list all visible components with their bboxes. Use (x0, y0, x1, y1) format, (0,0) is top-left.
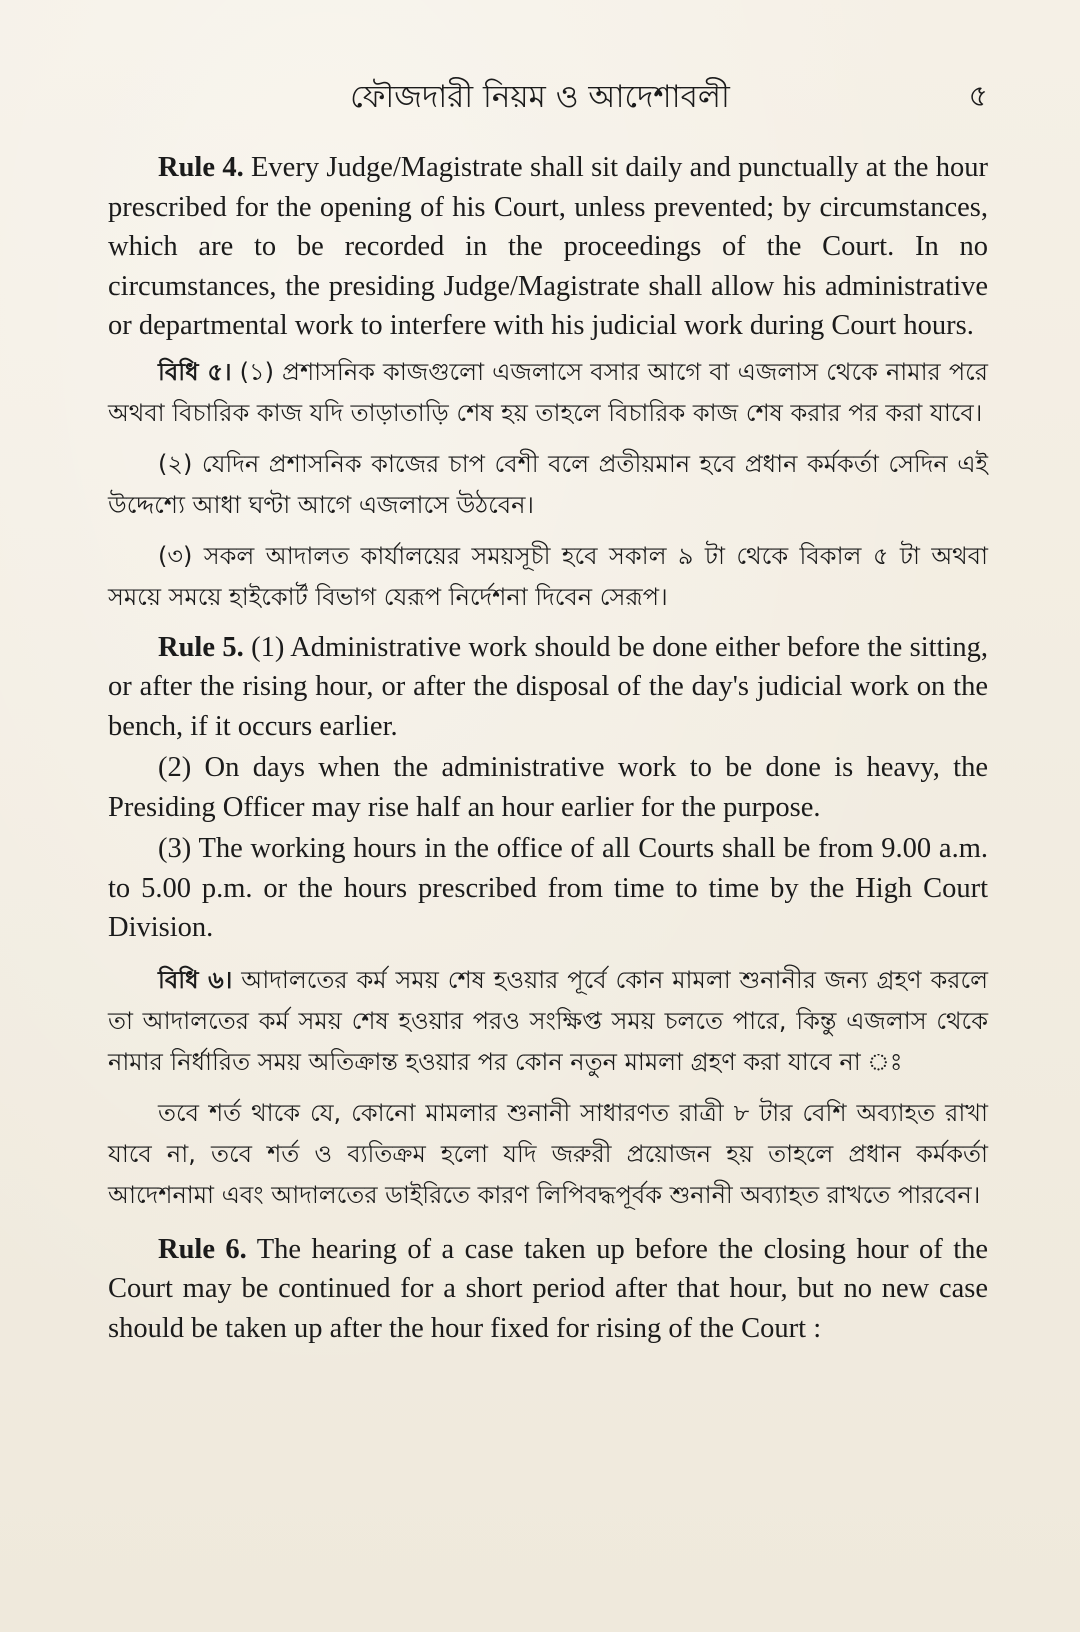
rule-5-paragraph-3: (3) The working hours in the office of all Courts shall be from 9.00 a.m. to 5.00 p.m. or the hours prescribed from time to time by the High Court Division. (108, 833, 988, 943)
running-header (0, 72, 1080, 122)
bidhi-5-paragraph-2: (২) যেদিন প্রশাসনিক কাজের চাপ বেশী বলে প্রতীয়মান হবে প্রধান কর্মকর্তা সেদিন এই উদ্দেশ্যে আধা ঘণ্টা আগে এজলাসে উঠবেন। (108, 449, 988, 519)
bidhi-6-paragraph-2: তবে শর্ত থাকে যে, কোনো মামলার শুনানী সাধারণত রাত্রী ৮ টার বেশি অব্যাহত রাখা যাবে না, তবে শর্ত ও ব্যতিক্রম হলো যদি জরুরী প্রয়োজন হয় তাহলে প্রধান কর্মকর্তা আদেশনামা এবং আদালতের ডাইরিতে কারণ লিপিবদ্ধপূর্বক শুনানী অব্যাহত রাখতে পারবেন। (108, 1098, 988, 1209)
rule-5-paragraph-2: (2) On days when the administrative work to be done is heavy, the Presiding Officer may rise half an hour earlier for the purpose. (108, 752, 988, 823)
bidhi-6-label: বিধি ৬। (158, 965, 233, 994)
rule-6-paragraph (108, 1230, 988, 1349)
bidhi-6-text-1: আদালতের কর্ম সময় শেষ হওয়ার পূর্বে কোন মামলা শুনানীর জন্য গ্রহণ করলে তা আদালতের কর্ম সময় শেষ হওয়ার পরও সংক্ষিপ্ত সময় চলতে পারে, কিন্তু এজলাস থেকে নামার নির্ধারিত সময় অতিক্রান্ত হওয়ার পর কোন নতুন মামলা গ্রহণ করা যাবে না ঃ (108, 965, 988, 1076)
rule-4-paragraph (108, 148, 988, 346)
header-title: ফৌজদারী নিয়ম ও আদেশাবলী (350, 79, 730, 115)
page-number: ৫ (968, 79, 988, 114)
page-body (108, 148, 988, 1350)
rule-5-paragraph-1 (108, 628, 988, 747)
rule-5-label: Rule 5. (158, 631, 244, 663)
bidhi-6-paragraph-1 (108, 960, 988, 1083)
rule-4-label: Rule 4. (158, 152, 244, 183)
bidhi-5-paragraph-3: (৩) সকল আদালত কার্যালয়ের সময়সূচী হবে সকাল ৯ টা থেকে বিকাল ৫ টা অথবা সময়ে সময়ে হাইকোর্ট বিভাগ যেরূপ নির্দেশনা দিবেন সেরূপ। (108, 541, 988, 611)
rule-6-text: The hearing of a case taken up before the closing hour of the Court may be continued for a short period after that hour, but no new case should be taken up after the hour fixed for rising of the Court : (108, 1233, 989, 1344)
rule-4-text: Every Judge/Magistrate shall sit daily and punctually at the hour prescribed for the opening of his Court, unless prevented; by circumstances, which are to be recorded in the proceedings of the Court. In no circumstances, the presiding Judge/Magistrate shall allow his administrative or departmental work to interfere with his judicial work during Court hours. (108, 152, 989, 341)
rule-5-text-1: (1) Administrative work should be done either before the sitting, or after the rising hour, or after the disposal of the day's judicial work on the bench, if it occurs earlier. (108, 631, 988, 742)
bidhi-5-label: বিধি ৫। (158, 357, 232, 386)
bidhi-5-paragraph-1 (108, 352, 988, 434)
bidhi-5-text-1: (১) প্রশাসনিক কাজগুলো এজলাসে বসার আগে বা এজলাস থেকে নামার পরে অথবা বিচারিক কাজ যদি তাড়াতাড়ি শেষ হয় তাহলে বিচারিক কাজ শেষ করার পর করা যাবে। (108, 357, 988, 427)
rule-6-label: Rule 6. (158, 1233, 247, 1265)
